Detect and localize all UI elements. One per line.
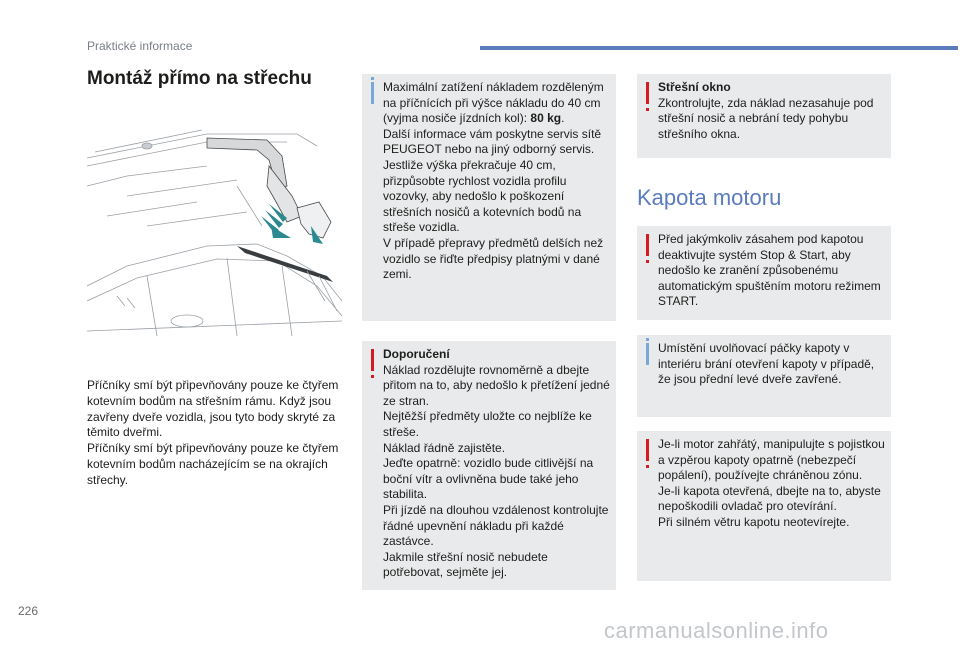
roof-mounting-illustration — [87, 126, 342, 343]
info-icon — [646, 343, 649, 365]
load-info-period: . — [561, 111, 565, 126]
warning-icon — [646, 439, 649, 461]
recommendation-paragraph: Nejtěžší předměty uložte co nejblíže ke střeše. — [383, 409, 592, 439]
load-info-box — [362, 74, 616, 321]
hood-heading: Kapota motoru — [637, 185, 782, 210]
warning-icon — [646, 82, 649, 104]
start-stop-text: Před jakýmkoliv zásahem pod kapotou deaktivujte systém Stop & Start, aby nedošlo ke zranění způsobenému automatickým spuštěním motoru režimem START. — [658, 232, 881, 309]
warning-icon — [646, 234, 649, 256]
roof-window-text: Zkontrolujte, zda náklad nezasahuje pod střešní nosič a nebrání tedy pohybu střešního okna. — [658, 95, 874, 141]
hot-engine-warning-box — [637, 431, 891, 581]
info-icon — [371, 82, 374, 104]
left-paragraph: Příčníky smí být připevňovány pouze ke čtyřem kotevním bodům nacházejícím se na okrajích střechy. — [87, 441, 339, 487]
section-label: Praktické informace — [87, 39, 193, 53]
recommendation-paragraph: Náklad rozdělujte rovnoměrně a dbejte přitom na to, aby nedošlo k přetížení jedné ze stran. — [383, 362, 610, 408]
recommendation-paragraph: Jakmile střešní nosič nebudete potřebovat, sejměte jej. — [383, 549, 548, 580]
page-title: Montáž přímo na střechu — [87, 68, 312, 89]
page-number: 226 — [18, 604, 39, 618]
hot-engine-paragraph: Při silném větru kapotu neotevírejte. — [658, 514, 850, 529]
roof-window-title: Střešní okno — [658, 80, 731, 94]
load-info-paragraph: Jestliže výška překračuje 40 cm, přizpůsobte rychlost vozidla profilu vozovky, aby nedošlo k poškození střešních nosičů a kotevních bodů na střeše vozidla. — [383, 157, 582, 235]
recommendation-paragraph: Jeďte opatrně: vozidlo bude citlivější na boční vítr a ovlivněna bude také jeho stabilita. — [383, 456, 594, 502]
left-paragraph: Příčníky smí být připevňovány pouze ke čtyřem kotevním bodům na střešním rámu. Když jsou zavřeny dveře vozidla, jsou tyto body skryté za těmito dveřmi. — [87, 378, 339, 440]
hood-lever-info-box — [637, 335, 891, 417]
hot-engine-paragraph: Je-li motor zahřátý, manipulujte s pojistkou a vzpěrou kapoty opatrně (nebezpečí popálení), používejte chráněnou zónu. — [658, 437, 885, 483]
load-info-main — [383, 80, 610, 127]
hot-engine-paragraph: Je-li kapota otevřená, dbejte na to, abyste nepoškodili ovladač pro otevírání. — [658, 483, 881, 514]
load-limit-value: 80 kg — [530, 111, 562, 126]
recommendation-paragraph: Náklad řádně zajistěte. — [383, 440, 506, 455]
watermark: carmanualsonline.info — [604, 618, 829, 643]
roof-window-warning-box — [637, 74, 891, 158]
header-accent-bar — [480, 46, 958, 50]
recommendation-warning-box — [362, 341, 616, 590]
left-body-text — [87, 378, 349, 489]
recommendation-paragraph: Při jízdě na dlouhou vzdálenost kontrolujte řádné upevnění nákladu při každé zastávce. — [383, 502, 609, 549]
warning-icon — [371, 349, 374, 371]
load-info-paragraph: V případě přepravy předmětů delších než vozidlo se řiďte předpisy platnými v dané zemi. — [383, 235, 604, 282]
load-info-text: Maximální zatížení nákladem rozděleným na příčnících při výšce nákladu do 40 cm (vyjma nosiče jízdních kol): — [383, 80, 604, 126]
load-info-paragraph: Další informace vám poskytne servis sítě PEUGEOT nebo na jiný odborný servis. — [383, 126, 602, 157]
recommendation-title: Doporučení — [383, 347, 450, 361]
start-stop-warning-box — [637, 226, 891, 320]
hood-lever-text: Umístění uvolňovací páčky kapoty v interiéru brání otevření kapoty v případě, že jsou přední levé dveře zavřené. — [658, 341, 875, 387]
